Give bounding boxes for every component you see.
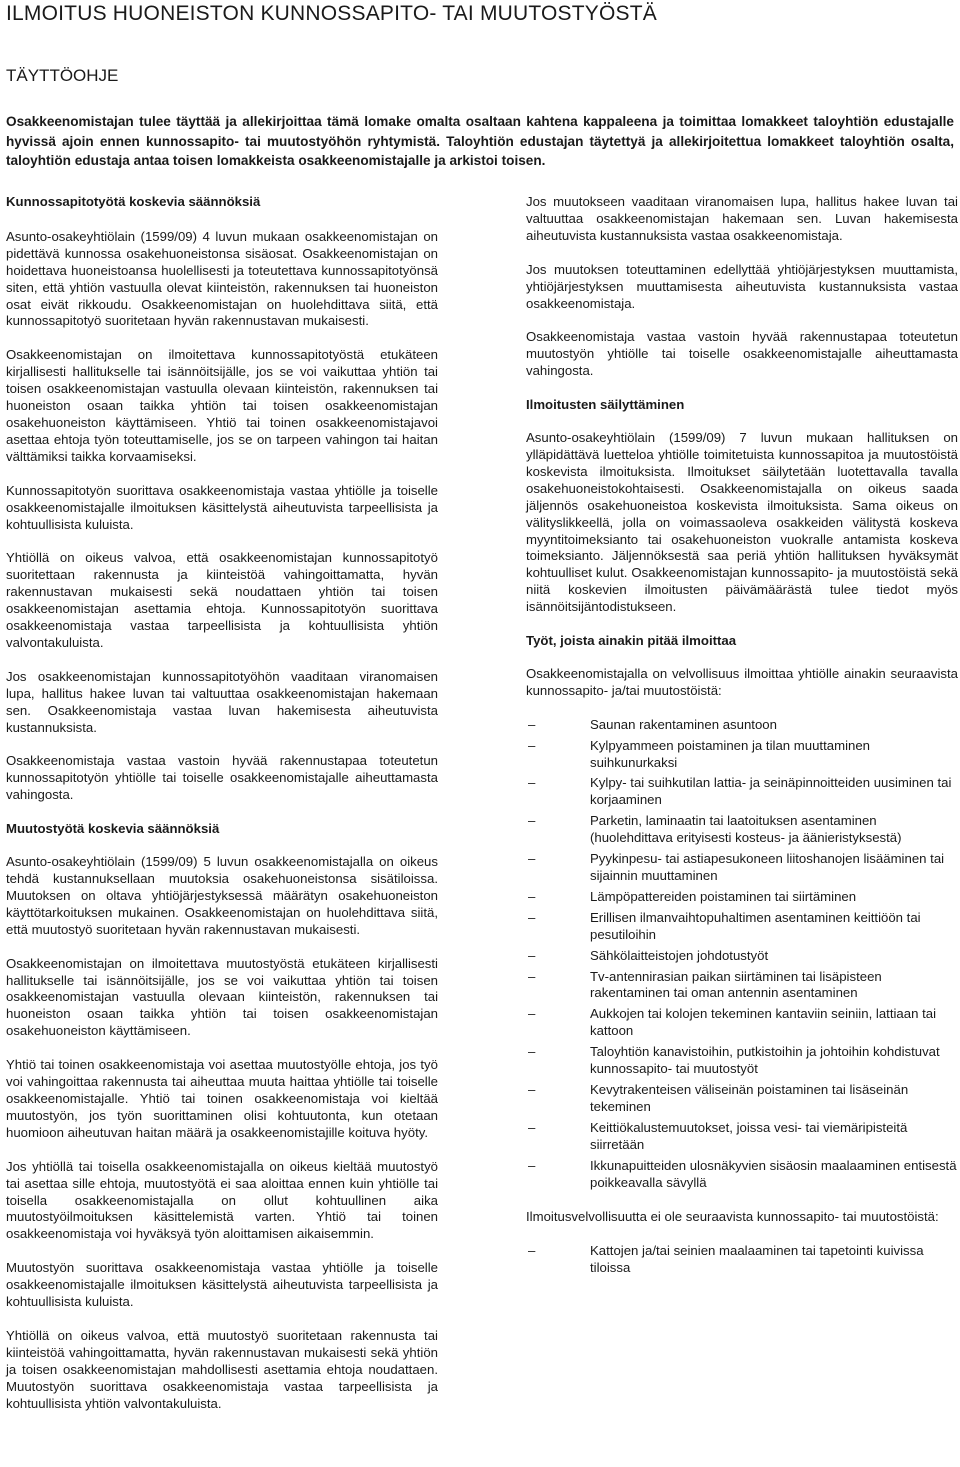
list-item: – Lämpöpattereiden poistaminen tai siirtäminen	[526, 889, 958, 906]
paragraph: Muutostyön suorittava osakkeenomistaja vastaa yhtiölle ja toiselle osakkeenomistajalle ilmoituksen käsittelystä aiheutuvista tarpeellisista ja kohtuullisista kuluista.	[6, 1260, 438, 1310]
paragraph: Asunto-osakeyhtiölain (1599/09) 7 luvun mukaan hallituksen on ylläpidättävä luetteloa yhtiölle toimitetuista kunnossapitoa ja muutostöistä koskevista ilmoituksista. Ilmoitukset säilytetään luotettavalla tavalla osakehuoneistokohtaisesti. Osakkeenomistajalla on oikeus saada jäljennös osakehuoneistoa koskevista ilmoituksista. Sama oikeus on välityslikkeellä, jolla on voimassaoleva osakkeiden välitystä koskeva myyntitoimeksianto tai osakehuoneiston vuokralle antamista koskeva toimeksianto. Jäljennöksestä saa periä yhtiön hallituksen hyväksymät kohtuulliset kulut. Osakkeenomistajan kunnossapito- ja muutostöistä sekä niitä koskevien ilmoitusten päivämäärästä tulee tiedot myös isännöitsijäntodistukseen.	[526, 430, 958, 615]
list-item: – Parketin, laminaatin tai laatoituksen asentaminen (huolehdittava erityisesti kosteus- ja äänieristyksestä)	[526, 813, 958, 847]
paragraph: Osakkeenomistaja vastaa vastoin hyvää rakennustapaa toteutetun muutostyön yhtiölle tai toiselle osakkeenomistajalle aiheuttamasta vahingosta.	[526, 329, 958, 379]
section-heading-maintenance: Kunnossapitotyötä koskevia säännöksiä	[6, 194, 261, 209]
list-item: – Taloyhtiön kanavistoihin, putkistoihin ja johtoihin kohdistuvat kunnossapito- tai muutostyöt	[526, 1044, 958, 1078]
right-column	[526, 194, 958, 1295]
paragraph: Jos muutoksen toteuttaminen edellyttää yhtiöjärjestyksen muuttamista, yhtiöjärjestyksen muuttamisesta aiheutuvista kustannuksista vastaa osakkeenomistaja.	[526, 261, 958, 311]
section-heading-alteration: Muutostyötä koskevia säännöksiä	[6, 821, 220, 837]
paragraph: Osakkeenomistajan on ilmoitettava muutostyöstä etukäteen kirjallisesti hallitukselle tai isännöitsijälle, jos se voi vaikuttaa yhtiön tai toisen osakkeenomistajan vastuulla olevaan kiinteistön, rakennuksen tai huoneiston osaan taikka yhtiön tai toisen osakkeenomistajan osakehuoneiston käyttämiseen.	[6, 955, 438, 1039]
paragraph: Jos osakkeenomistajan kunnossapitotyöhön vaaditaan viranomaisen lupa, hallitus hakee luvan tai valtuuttaa osakkeenomistajan hakemaan sen. Osakkeenomistaja vastaa luvan hakemisesta aiheutuvista kustannuksista.	[6, 668, 438, 735]
paragraph: Yhtiöllä on oikeus valvoa, että osakkeenomistajan kunnossapitotyö suoritettaan rakennusta ja kiinteistöä vahingoittamatta, hyvän rakennustavan mukaisesti sekä noudattaen yhtiön tai toisen osakkeenomistajan asettamia ehtoja. Kunnossapitotyön suorittava osakkeenomistaja vastaa tarpeellisista ja kohtuullisista yhtiön valvontakuluista.	[6, 550, 438, 650]
section-heading-storage: Ilmoitusten säilyttäminen	[526, 397, 685, 413]
list-item: – Saunan rakentaminen asuntoon	[526, 717, 958, 734]
notifiable-works-list	[526, 717, 958, 1192]
paragraph: Osakkeenomistaja vastaa vastoin hyvää rakennustapaa toteutetun kunnossapitotyön yhtiölle tai toiselle osakkeenomistajalle aiheuttamasta vahingosta.	[6, 753, 438, 803]
list-item: – Ikkunapuitteiden ulosnäkyvien sisäosin maalaaminen entisestä poikkeavalla sävyllä	[526, 1158, 958, 1192]
list-item: – Kylpyammeen poistaminen ja tilan muuttaminen suihkunurkaksi	[526, 738, 958, 772]
list-item: – Tv-antennirasian paikan siirtäminen tai lisäpisteen rakentaminen tai oman antennin asentaminen	[526, 969, 958, 1003]
document-title: ILMOITUS HUONEISTON KUNNOSSAPITO- TAI MUUTOSTYÖSTÄ	[6, 2, 657, 25]
paragraph: Osakkeenomistajan on ilmoitettava kunnossapitotyöstä etukäteen kirjallisesti hallitukselle tai isännöitsijälle, jos se voi vaikuttaa yhtiön tai toisen osakkeenomistajan vastuulla olevaan kiinteistön, rakennuksen tai huoneiston osaan taikka yhtiön tai toisen osakkeenomistajan osakehuoneiston käyttämiseen. Yhtiö tai toinen osakkeenomistajavoi asettaa ehtoja työn toteuttamiselle, jos se on tarpeen vahingon tai haitan välttämiksi taikka korvaamiseksi.	[6, 347, 438, 464]
list-item: – Aukkojen tai kolojen tekeminen kantaviin seiniin, lattiaan tai kattoon	[526, 1006, 958, 1040]
list-item: – Pyykinpesu- tai astiapesukoneen liitoshanojen lisääminen tai sijainnin muuttaminen	[526, 851, 958, 885]
paragraph: Osakkeenomistajalla on velvollisuus ilmoittaa yhtiölle ainakin seuraavista kunnossapito- ja/tai muutostöistä:	[526, 665, 958, 698]
paragraph: Asunto-osakeyhtiölain (1599/09) 5 luvun osakkeenomistajalla on oikeus tehdä kustannuksellaan muutoksia osakehuoneistonsa sisätiloissa. Muutoksen on oltava yhtiöjärjestyksessä määrätyn osakehuoneiston käyttötarkoituksen mukainen. Osakkeenomistajan on huolehdittava siitä, että muutostyö suoritetaan hyvän rakennustavan mukaisesti.	[6, 854, 438, 937]
list-item: – Kevytrakenteisen väliseinän poistaminen tai lisäseinän tekeminen	[526, 1082, 958, 1116]
document-subtitle: TÄYTTÖOHJE	[6, 66, 119, 85]
paragraph: Jos muutokseen vaaditaan viranomaisen lupa, hallitus hakee luvan tai valtuuttaa osakkeenomistajan hakemaan sen. Luvan hakemisesta aiheutuvista kustannuksista vastaa osakkeenomistaja.	[526, 194, 958, 243]
list-item: – Erillisen ilmanvaihtopuhaltimen asentaminen keittiöön tai pesutiloihin	[526, 910, 958, 944]
list-item: – Kylpy- tai suihkutilan lattia- ja seinäpinnoitteiden uusiminen tai korjaaminen	[526, 775, 958, 809]
list-item: – Sähkölaitteistojen johdotustyöt	[526, 948, 958, 965]
left-column	[6, 194, 438, 1429]
intro-paragraph: Osakkeenomistajan tulee täyttää ja allekirjoittaa tämä lomake omalta osaltaan kahtena kappaleena ja toimittaa lomakkeet taloyhtiön edustajalle hyvissä ajoin ennen kunnossapito- tai muutostyöhön ryhtymistä. Taloyhtiön edustajan täytettyä ja allekirjoitettua lomakkeet taloyhtiön osalta, taloyhtiön edustaja antaa toisen lomakkeista osakkeenomistajalle ja arkistoi toisen.	[6, 114, 954, 168]
paragraph: Yhtiöllä on oikeus valvoa, että muutostyö suoritetaan rakennusta tai kiinteistöä vahingoittamatta, hyvän rakennustavan mukaisesti sekä yhtiön ja toisen osakkeenomistajan mahdollisesti asettamia ehtoja noudattaen. Muutostyön suorittava osakkeenomistaja vastaa tarpeellisista ja kohtuullisista yhtiön valvontakuluista.	[6, 1327, 438, 1411]
list-item: – Kattojen ja/tai seinien maalaaminen tai tapetointi kuivissa tiloissa	[526, 1243, 958, 1277]
section-heading-notifiable-works: Työt, joista ainakin pitää ilmoittaa	[526, 633, 737, 649]
paragraph: Kunnossapitotyön suorittava osakkeenomistaja vastaa yhtiölle ja toiselle osakkeenomistajalle ilmoituksen käsittelystä aiheutuvista tarpeellisista ja kohtuullisista kuluista.	[6, 482, 438, 532]
paragraph: Ilmoitusvelvollisuutta ei ole seuraavista kunnossapito- tai muutostöistä:	[526, 1209, 939, 1225]
paragraph: Jos yhtiöllä tai toisella osakkeenomistajalla on oikeus kieltää muutostyö tai asettaa sille ehtoja, muutostyötä ei saa aloittaa ennen kuin yhtiölle tai toisella osakkeenomistajalla on ollut kohtuullinen aika muutostyöilmoituksen käsittelemistä varten. Yhtiö tai toinen osakkeenomistaja voi hyväksyä työn aloittamisen aikaisemmin.	[6, 1158, 438, 1242]
non-notifiable-works-list	[526, 1243, 958, 1277]
paragraph: Asunto-osakeyhtiölain (1599/09) 4 luvun mukaan osakkeenomistajan on pidettävä kunnossa osakehuoneistonsa sisäosat. Osakkeenomistajan on hoidettava huoneistoansa huolellisesti ja toteutettava kunnossapitotyönsä siten, että yhtiön vastuulla olevat kiinteistön, rakennuksen tai huoneiston osat eivät rikkoudu. Osakkeenomistajan on huolehdittava siitä, että kunnossapitotyö suoritetaan hyvän rakennustavan mukaisesti.	[6, 228, 438, 329]
paragraph: Yhtiö tai toinen osakkeenomistaja voi asettaa muutostyölle ehtoja, jos työ voi vahingoittaa rakennusta tai aiheuttaa muuta haittaa yhtiölle tai toiselle osakkeenomistajalle. Yhtiö tai toinen osakkeenomistaja voi kieltää muutostyön, jos työn suorittaminen olisi kohtuutonta, kun otetaan huomioon aiheutuvan haitan määrä ja osakkeenomistajille koituva hyöty.	[6, 1057, 438, 1140]
list-item: – Keittiökalustemuutokset, joissa vesi- tai viemäripisteitä siirretään	[526, 1120, 958, 1154]
